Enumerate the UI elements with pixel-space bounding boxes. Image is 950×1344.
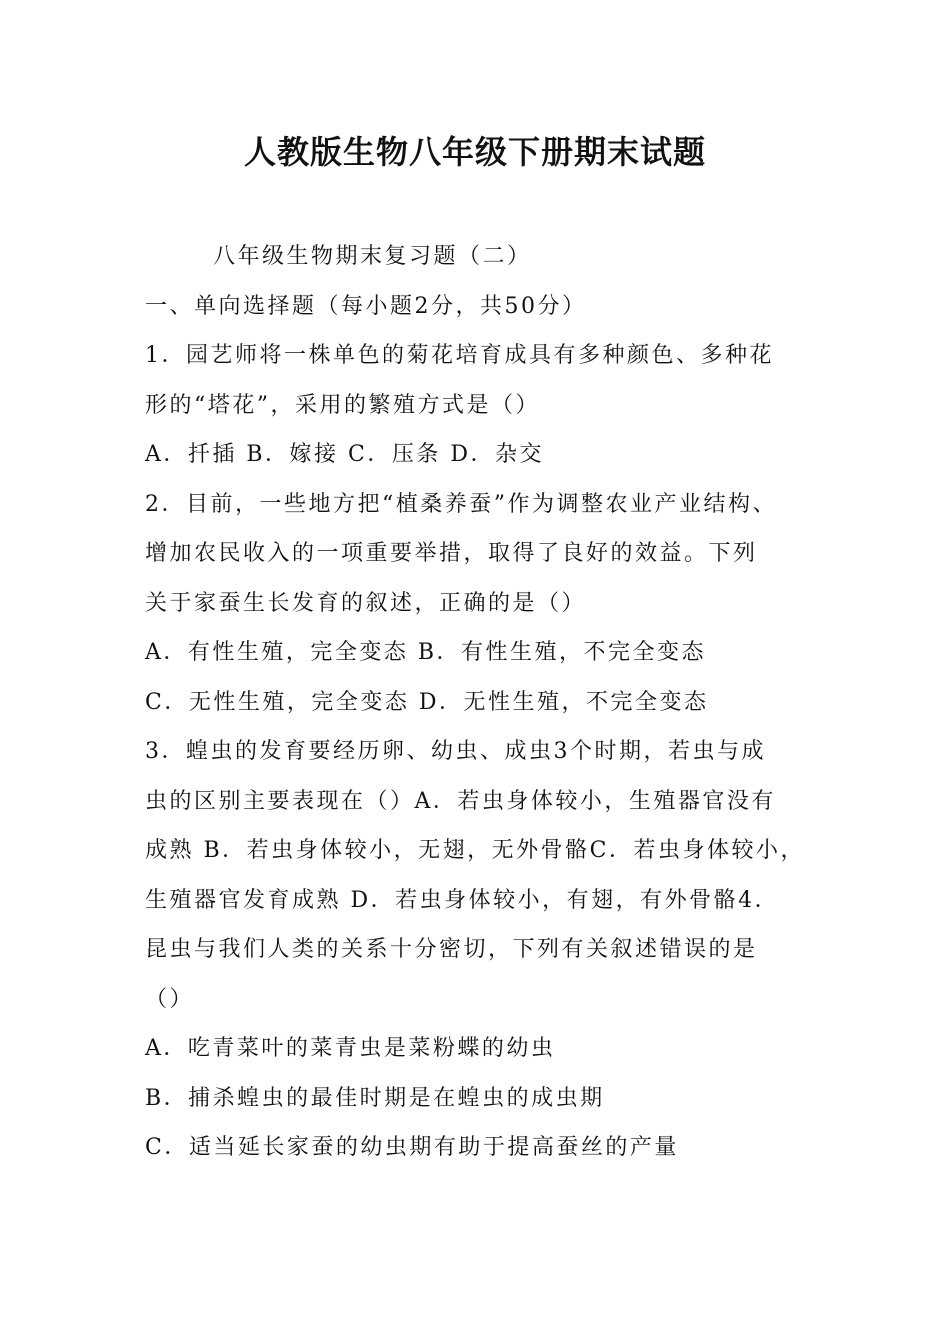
question-4-option-a: A．吃青菜叶的菜青虫是菜粉蝶的幼虫 — [145, 1036, 556, 1061]
question-4-option-c: C．适当延长家蚕的幼虫期有助于提高蚕丝的产量 — [145, 1135, 679, 1160]
question-2-line-1: 2．目前，一些地方把“植桑养蚕”作为调整农业产业结构、 — [145, 491, 777, 517]
question-2-line-3: 关于家蚕生长发育的叙述，正确的是（） — [145, 590, 587, 616]
question-3-line-4: 生殖器官发育成熟 D．若虫身体较小，有翅，有外骨骼4． — [145, 887, 780, 913]
question-3-line-2: 虫的区别主要表现在（）A．若虫身体较小，生殖器官没有 — [145, 788, 776, 814]
exam-subtitle: 八年级生物期末复习题（二） — [213, 244, 532, 269]
question-1-line-2: 形的“塔花”，采用的繁殖方式是（） — [145, 392, 540, 418]
question-2-options-ab: A．有性生殖，完全变态 B．有性生殖，不完全变态 — [145, 640, 707, 665]
document-body — [145, 232, 835, 1173]
question-4-line-2: （） — [145, 986, 195, 1012]
question-2-line-2: 增加农民收入的一项重要举措，取得了良好的效益。下列 — [145, 541, 758, 566]
question-2-options-cd: C．无性生殖，完全变态 D．无性生殖，不完全变态 — [145, 689, 709, 715]
section-heading: 一、单向选择题（每小题2分，共50分） — [145, 293, 587, 319]
question-1-line-1: 1．园艺师将一株单色的菊花培育成具有多种颜色、多种花 — [145, 343, 774, 368]
question-1-options: A．扦插 B．嫁接 C．压条 D．杂交 — [145, 442, 545, 467]
question-4-option-b: B．捕杀蝗虫的最佳时期是在蝗虫的成虫期 — [145, 1085, 605, 1111]
question-4-line-1: 昆虫与我们人类的关系十分密切，下列有关叙述错误的是 — [145, 937, 758, 962]
question-3-line-3: 成熟 B．若虫身体较小，无翅，无外骨骼C．若虫身体较小， — [145, 838, 805, 863]
question-3-line-1: 3．蝗虫的发育要经历卵、幼虫、成虫3个时期，若虫与成 — [145, 739, 766, 764]
document-title: 人教版生物八年级下册期末试题 — [243, 133, 706, 171]
